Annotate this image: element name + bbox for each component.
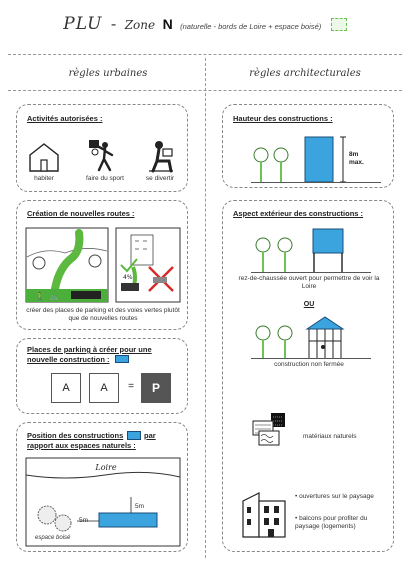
height-max-value: 8m (349, 151, 359, 158)
parking-equals: = (128, 381, 134, 392)
title-plu: PLU (63, 14, 103, 34)
height-illustration (251, 133, 381, 183)
openings-bullet-2: • balcons pour profiter du paysage (logements) (295, 515, 368, 530)
title-separator: - (110, 14, 117, 33)
distance-forest: 5m (79, 517, 89, 524)
zone-description: (naturelle - bords de Loire + espace boisé) (180, 22, 322, 31)
materials-caption: matériaux naturels (303, 433, 357, 440)
svg-text:🚲: 🚲 (49, 292, 59, 301)
page-title (0, 14, 410, 34)
parking-box-a2: A (89, 373, 119, 403)
position-color-swatch (127, 431, 141, 440)
forest-label: espace boisé (35, 535, 71, 541)
exterior-card (222, 200, 394, 552)
roads-caption: créer des places de parking et des voies vertes plutôt que de nouvelles routes (26, 307, 180, 322)
river-label: Loire (95, 463, 117, 472)
activity-label-sport: faire du sport (86, 175, 124, 182)
reading-person-icon (145, 139, 177, 173)
exterior-caption-open: rez-de-chaussée ouvert pour permettre de voir la Loire (238, 275, 380, 290)
position-title-line2: rapport aux espaces naturels : (27, 441, 136, 450)
height-max-label: max. (349, 159, 364, 166)
right-column-heading: règles architecturales (249, 68, 361, 79)
parking-result: P (141, 373, 171, 403)
or-separator: OU (303, 301, 315, 308)
parking-title-line2: nouvelle construction : (27, 355, 110, 364)
parking-title-line1: Places de parking à créer pour une (27, 345, 152, 354)
zone-label: Zone (124, 18, 156, 32)
materials-icon (251, 411, 291, 447)
activity-label-habiter: habiter (34, 175, 54, 182)
house-icon (27, 141, 61, 173)
zone-legend-swatch (331, 18, 347, 31)
open-ground-floor-illustration (251, 225, 371, 273)
open-structure-illustration (251, 315, 371, 359)
activities-card (16, 104, 188, 192)
openings-bullet-1: • ouvertures sur le paysage (295, 493, 374, 500)
header-divider (8, 54, 402, 55)
zone-letter: N (162, 16, 173, 32)
activities-title: Activités autorisées : (27, 114, 103, 123)
activity-label-divertir: se divertir (145, 175, 175, 182)
height-card (222, 104, 394, 188)
column-heading-divider (8, 90, 402, 91)
exterior-title: Aspect extérieur des constructions : (233, 209, 364, 218)
parking-box-a1: A (51, 373, 81, 403)
distance-river: 5m (135, 503, 145, 510)
svg-text:🚶: 🚶 (35, 292, 45, 301)
parking-color-swatch (115, 355, 129, 363)
roads-card (16, 200, 188, 330)
position-title-line1: Position des constructions (27, 431, 124, 440)
left-column-heading: règles urbaines (68, 68, 148, 79)
exterior-caption-open-structure: construction non fermée (274, 361, 344, 368)
building-balcony-icon (241, 491, 289, 539)
green-path-illustration (25, 227, 109, 303)
position-title-par: par (144, 431, 156, 440)
position-card (16, 422, 188, 552)
crossed-road-illustration (115, 227, 181, 303)
height-title: Hauteur des constructions : (233, 114, 333, 123)
basketball-player-icon (85, 137, 119, 173)
column-divider (205, 58, 206, 558)
slope-badge: 4% (123, 274, 133, 281)
parking-card (16, 338, 188, 414)
roads-title: Création de nouvelles routes : (27, 209, 135, 218)
